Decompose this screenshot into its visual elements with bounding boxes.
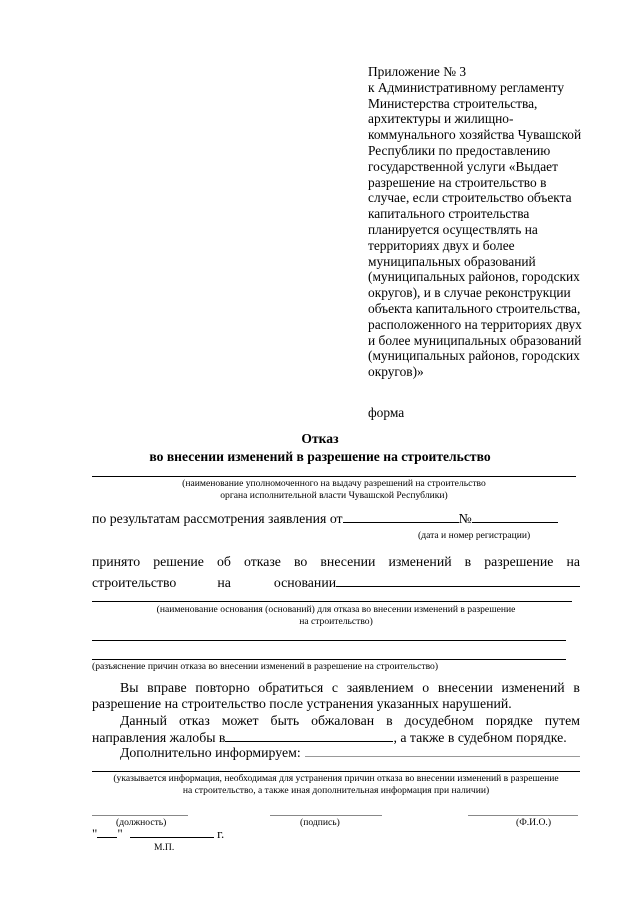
appendix-line: разрешение на строительство в	[368, 174, 547, 190]
complaint-suffix: , а также в судебном порядке.	[393, 730, 567, 745]
appendix-line: Министерства строительства,	[368, 95, 538, 111]
appendix-line: капитального строительства	[368, 206, 530, 222]
application-date-field[interactable]	[343, 510, 459, 523]
word: разрешение	[484, 554, 554, 569]
complaint-body-field[interactable]	[225, 729, 393, 742]
document-title: Отказ	[301, 431, 339, 446]
authority-caption	[92, 478, 576, 502]
word: заявлением	[346, 680, 414, 695]
appendix-line: планируется осуществлять на	[368, 221, 538, 237]
word: отказ	[178, 713, 210, 728]
decision-word: основании	[273, 575, 337, 590]
word: принято	[92, 554, 141, 569]
word: отказе	[243, 554, 281, 569]
explanation-caption: (разъяснение причин отказа во внесении изменений в разрешение на строительство)	[92, 661, 439, 672]
decision-line-1	[92, 554, 580, 570]
authority-line	[92, 476, 576, 477]
document-subtitle: во внесении изменений в разрешение на строительство	[149, 449, 491, 464]
word: во	[294, 554, 308, 569]
appendix-line: государственной услуги «Выдает	[368, 158, 558, 174]
decision-line-2	[92, 574, 580, 591]
stamp-label: М.П.	[154, 842, 175, 853]
authority-caption-line: органа исполнительной власти Чувашской Республики)	[220, 490, 448, 501]
explanation-line	[92, 659, 566, 660]
basis-caption-line: (наименование основания (оснований) для отказа во внесении изменений в разрешение	[156, 604, 516, 615]
appendix-line: (муниципальных районов, городских	[368, 348, 580, 364]
word: внесении	[437, 680, 493, 695]
appendix-line: территориях двух и более	[368, 237, 515, 253]
additional-info-field[interactable]	[305, 744, 580, 757]
word: вправе	[147, 680, 187, 695]
word: путем	[544, 713, 580, 728]
appendix-line: Приложение № 3	[368, 64, 467, 79]
authority-caption-line: (наименование уполномоченного на выдачу разрешений на строительство	[182, 478, 486, 489]
basis-caption-line: на строительство)	[299, 616, 373, 627]
review-caption: (дата и номер регистрации)	[418, 530, 531, 541]
word: изменений	[388, 554, 452, 569]
full-name-caption: (Ф.И.О.)	[516, 817, 552, 828]
appendix-line: архитектуры и жилищно-	[368, 111, 514, 127]
decision-word: на	[217, 575, 231, 590]
application-number-field[interactable]	[472, 510, 558, 523]
signature-field[interactable]	[270, 815, 382, 816]
additional-caption-line: (указывается информация, необходимая для устранения причин отказа во внесении изменений в разрешение	[113, 773, 559, 784]
word: может	[221, 713, 259, 728]
additional-info-text: Дополнительно информируем:	[120, 745, 301, 760]
appendix-line: округов), и в случае реконструкции	[368, 285, 571, 301]
word: быть	[270, 713, 300, 728]
basis-line	[92, 601, 572, 602]
word: о	[422, 680, 430, 695]
day-field[interactable]	[97, 826, 117, 838]
signature-caption: (подпись)	[300, 817, 340, 828]
word: Данный	[120, 713, 167, 728]
appendix-line: случае, если строительство объекта	[368, 190, 572, 206]
form-label: форма	[368, 405, 405, 420]
paragraph-2-line-1	[120, 713, 580, 729]
word: повторно	[195, 680, 250, 695]
date-line	[92, 826, 224, 842]
word: в	[386, 713, 393, 728]
word: внесении	[320, 554, 376, 569]
word: об	[216, 554, 231, 569]
full-name-field[interactable]	[468, 815, 578, 816]
word: обратиться	[258, 680, 324, 695]
quote-open: "	[92, 826, 98, 841]
word: Вы	[120, 680, 139, 695]
number-sign: №	[458, 511, 472, 526]
additional-caption	[92, 773, 580, 797]
quote-close: "	[117, 826, 123, 841]
appendix-line: коммунального хозяйства Чувашской	[368, 127, 582, 143]
paragraph-3	[120, 744, 580, 761]
word: в	[573, 680, 580, 695]
word: досудебном	[404, 713, 474, 728]
review-text: по результатам рассмотрения заявления от	[92, 511, 343, 526]
basis-caption	[92, 604, 580, 628]
word: в	[464, 554, 472, 569]
decision-word: строительство	[92, 575, 177, 590]
appendix-line: расположенного на территориях двух	[368, 316, 582, 332]
paragraph-1-line-1	[120, 680, 580, 696]
review-line	[92, 510, 558, 527]
appendix-line: к Административному регламенту	[368, 79, 565, 95]
appendix-block	[368, 64, 600, 380]
complaint-prefix: направления жалобы в	[92, 730, 226, 745]
month-year-field[interactable]	[130, 826, 214, 838]
additional-caption-line: на строительство, а также иная дополнительная информация при наличии)	[182, 785, 490, 796]
position-field[interactable]	[92, 815, 188, 816]
appendix-line: Республики по предоставлению	[368, 142, 551, 158]
appendix-line: объекта капитального строительства,	[368, 300, 581, 316]
position-caption: (должность)	[116, 817, 167, 828]
word: изменений	[501, 680, 565, 695]
explanation-line	[92, 640, 566, 641]
word: с	[331, 680, 339, 695]
appendix-line: муниципальных образований	[368, 253, 536, 269]
appendix-line: и более муниципальных образований	[368, 332, 582, 348]
year-suffix: г.	[217, 826, 225, 841]
word: обжалован	[311, 713, 375, 728]
paragraph-1-line-2: разрешение на строительство после устранения указанных нарушений.	[92, 696, 512, 711]
appendix-line: (муниципальных районов, городских	[368, 269, 580, 285]
basis-field[interactable]	[336, 574, 580, 587]
word: порядке	[485, 713, 533, 728]
word: решение	[153, 554, 204, 569]
additional-info-line	[92, 771, 580, 772]
word: на	[566, 554, 580, 569]
appendix-line: округов)»	[368, 364, 424, 380]
